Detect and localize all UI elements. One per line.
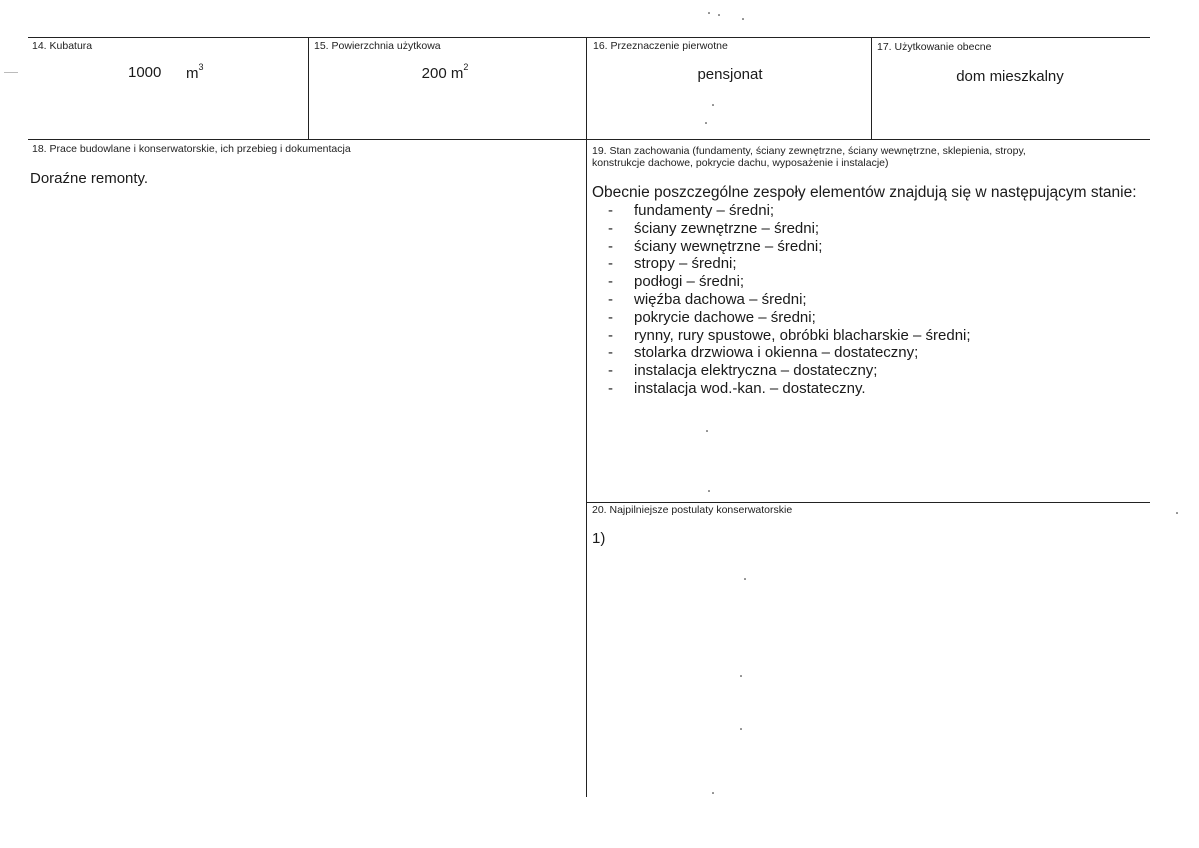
left-margin-mark (4, 72, 18, 73)
table-top-border (28, 37, 1150, 38)
field-16-value: pensjonat (697, 66, 763, 83)
field-15-label: 15. Powierzchnia użytkowa (314, 40, 441, 52)
kubatura-unit: $m^3$ (186, 62, 204, 82)
list-item: - ściany wewnętrzne – średni; (606, 238, 971, 256)
field-16-label: 16. Przeznaczenie pierwotne (593, 40, 728, 52)
field-14-label: 14. Kubatura (32, 40, 93, 52)
scan-speck (712, 792, 714, 794)
field-17-label: 17. Użytkowanie obecne (877, 41, 992, 53)
scan-speck (706, 430, 708, 432)
field-20-label: 20. Najpilniejsze postulaty konserwatorskie (592, 504, 793, 516)
field20-top-border (586, 502, 1150, 503)
list-item: - ściany zewnętrzne – średni; (606, 220, 971, 238)
list-item: - stropy – średni; (606, 255, 971, 273)
scan-speck (705, 122, 707, 124)
scan-speck (740, 675, 742, 677)
condition-list (606, 202, 971, 398)
scan-speck (740, 728, 742, 730)
divider-center (586, 37, 587, 797)
row1-bottom-border (28, 139, 1150, 140)
field-17-value: dom mieszkalny (956, 68, 1064, 85)
divider-16-17 (871, 37, 872, 139)
divider-14-15 (308, 37, 309, 139)
field-19-label-line1: 19. Stan zachowania (fundamenty, ściany zewnętrzne, ściany wewnętrzne, sklepienia, stropy, (592, 145, 1026, 157)
field-18-value: Doraźne remonty. (30, 170, 149, 187)
scan-speck (744, 578, 746, 580)
kubatura-number: 1000 (128, 64, 162, 81)
scan-speck (708, 12, 710, 14)
list-item: - podłogi – średni; (606, 273, 971, 291)
field-19-label-line2: konstrukcje dachowe, pokrycie dachu, wyposażenie i instalacje) (592, 157, 889, 169)
field-15-value: 200 $m^2$ (421, 62, 469, 82)
list-item: - stolarka drzwiowa i okienna – dostateczny; (606, 344, 971, 362)
field-18-label: 18. Prace budowlane i konserwatorskie, ich przebieg i dokumentacja (32, 143, 351, 155)
field-19-intro: Obecnie poszczególne zespoły elementów znajdują się w następującym stanie: (592, 184, 1137, 201)
list-item: - instalacja wod.-kan. – dostateczny. (606, 380, 971, 398)
list-item: - instalacja elektryczna – dostateczny; (606, 362, 971, 380)
list-item: - więźba dachowa – średni; (606, 291, 971, 309)
list-item: - rynny, rury spustowe, obróbki blacharskie – średni; (606, 327, 971, 345)
list-item: - fundamenty – średni; (606, 202, 971, 220)
scan-speck (708, 490, 710, 492)
scan-speck (1176, 512, 1178, 514)
scan-speck (742, 18, 744, 20)
scan-speck (712, 104, 714, 106)
field-20-value: 1) (592, 530, 606, 547)
list-item: - pokrycie dachowe – średni; (606, 309, 971, 327)
scan-speck (718, 14, 720, 16)
